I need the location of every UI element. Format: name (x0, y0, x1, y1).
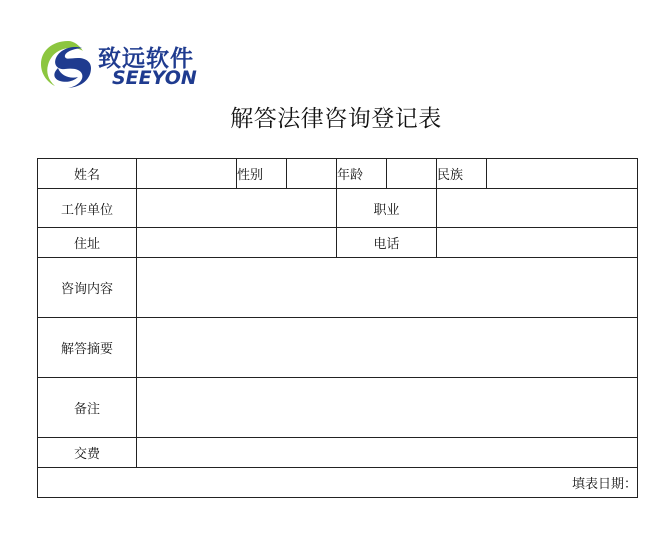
logo-text-cn: 致远软件 (98, 46, 194, 72)
fill-date-label: 填表日期： (38, 468, 638, 498)
name-label: 姓名 (38, 159, 137, 189)
table-row (38, 228, 638, 258)
consult-content-field[interactable] (137, 258, 638, 318)
address-label: 住址 (38, 228, 137, 258)
ethnicity-label: 民族 (437, 159, 487, 189)
workplace-label: 工作单位 (38, 189, 137, 228)
occupation-label: 职业 (337, 189, 437, 228)
company-logo (38, 38, 208, 92)
fee-label: 交费 (38, 438, 137, 468)
occupation-field[interactable] (437, 189, 638, 228)
phone-field[interactable] (437, 228, 638, 258)
table-row (38, 189, 638, 228)
table-row (38, 438, 638, 468)
seeyon-logo-icon (38, 38, 93, 90)
age-field[interactable] (387, 159, 437, 189)
table-row (38, 318, 638, 378)
table-row (38, 159, 638, 189)
table-row (38, 258, 638, 318)
gender-label: 性别 (237, 159, 287, 189)
gender-field[interactable] (287, 159, 337, 189)
fee-field[interactable] (137, 438, 638, 468)
remarks-label: 备注 (38, 378, 137, 438)
workplace-field[interactable] (137, 189, 337, 228)
phone-label: 电话 (337, 228, 437, 258)
remarks-field[interactable] (137, 378, 638, 438)
table-row (38, 468, 638, 498)
address-field[interactable] (137, 228, 337, 258)
answer-summary-label: 解答摘要 (38, 318, 137, 378)
consult-content-label: 咨询内容 (38, 258, 137, 318)
page-title: 解答法律咨询登记表 (230, 106, 442, 132)
logo-text-en: SEEYON (112, 67, 197, 89)
table-row (38, 378, 638, 438)
registration-form-table (37, 158, 638, 498)
name-field[interactable] (137, 159, 237, 189)
age-label: 年龄 (337, 159, 387, 189)
answer-summary-field[interactable] (137, 318, 638, 378)
ethnicity-field[interactable] (487, 159, 638, 189)
